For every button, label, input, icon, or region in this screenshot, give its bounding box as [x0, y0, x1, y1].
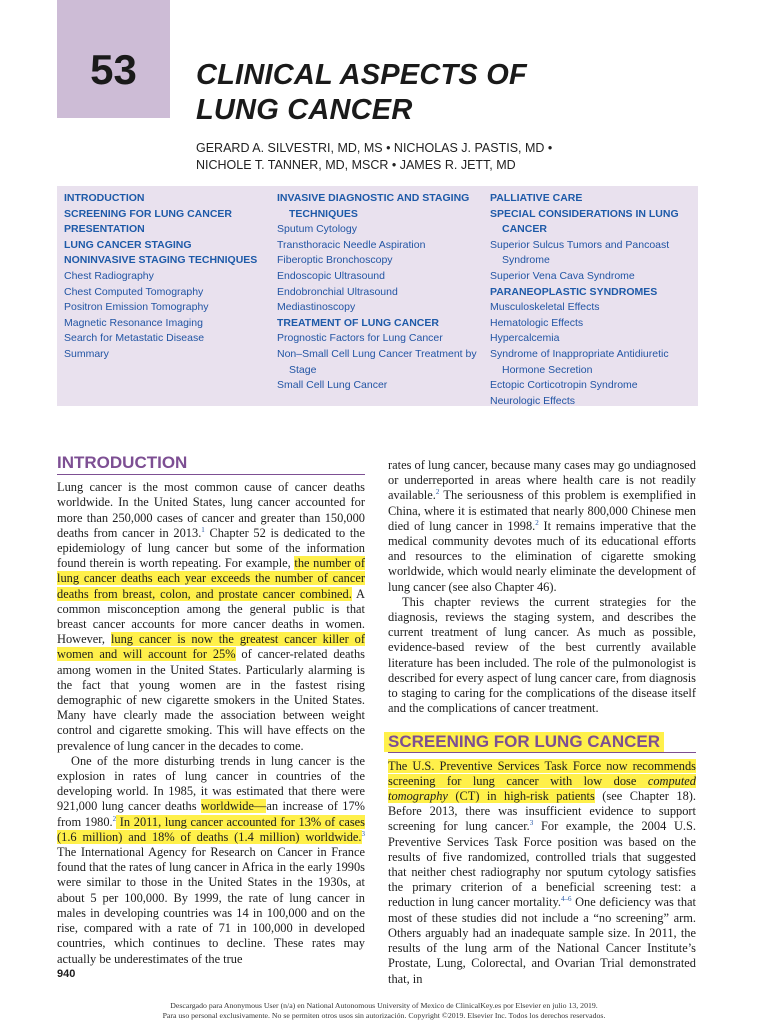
text-run: of cancer-related deaths among women in the United States. Particularly alarming is the fact that young women are in the fastest rising demographic of new cigarette smokers in the United States. Many have clearly made the association between weight control and cigarette smoking. This will have effects on the prevalence of lung cancer in the decades to come.	[57, 647, 365, 753]
outline-column-2	[277, 191, 482, 394]
outline-subheading-link[interactable]: Magnetic Resonance Imaging	[64, 316, 203, 329]
outline-subheading-link[interactable]: Endoscopic Ultrasound	[277, 269, 385, 282]
outline-subheading-link[interactable]: Non–Small Cell Lung Cancer Treatment by Stage	[277, 347, 477, 376]
outline-heading-link[interactable]: LUNG CANCER STAGING	[64, 238, 192, 251]
outline-subheading-link[interactable]: Fiberoptic Bronchoscopy	[277, 254, 393, 267]
outline-subheading-link[interactable]: Sputum Cytology	[277, 223, 357, 236]
highlighted-text: computed tomography	[388, 773, 696, 804]
outline-subheading-link[interactable]: Small Cell Lung Cancer	[277, 379, 388, 392]
page-number: 940	[57, 968, 76, 980]
chapter-authors	[196, 140, 736, 174]
highlighted-text: worldwide—	[201, 799, 267, 814]
text-run: The International Agency for Research on Cancer in France found that the rates of lung cancer in Africa in the early 1990s were similar to those in the United States in the 1930s, at about 5 per 100,000. By 1999, the rate of lung cancer in males in developing countries was 14 in 100,000 and on the rise, compared with a rate of 71 in 100,000 in developed countries, which continues to decline. These rates may actually be underestimates of the true	[57, 845, 365, 966]
authors-line2: NICHOLE T. TANNER, MD, MSCR • JAMES R. JETT, MD	[196, 158, 516, 172]
chapter-number: 53	[90, 46, 137, 93]
paragraph	[388, 458, 696, 595]
citation[interactable]: 3	[361, 829, 365, 838]
outline-subheading-link[interactable]: Superior Sulcus Tumors and Pancoast Syndrome	[490, 238, 670, 267]
citation[interactable]: 3	[529, 819, 534, 828]
outline-subheading-link[interactable]: Syndrome of Inappropriate Antidiuretic Hormone Secretion	[490, 347, 669, 376]
text-run: The seriousness of this problem is exemplified in China, where it is estimated that nearly 800,000 Chinese men died of lung cancer in 1998.	[388, 488, 696, 533]
citation[interactable]: 2	[112, 814, 117, 823]
outline-subheading-link[interactable]: Hypercalcemia	[490, 332, 560, 345]
chapter-outline	[57, 186, 698, 406]
outline-heading-link[interactable]: INTRODUCTION	[64, 192, 145, 204]
outline-subheading-link[interactable]: Endobronchial Ultrasound	[277, 285, 398, 298]
text-run: It remains imperative that the medical community devotes much of its educational efforts and resources to the elimination of cigarette smoking worldwide, which would nearly eliminate the development of lung cancer (see also Chapter 46).	[388, 518, 696, 594]
text-column-right	[388, 458, 696, 987]
outline-subheading-link[interactable]: Musculoskeletal Effects	[490, 301, 600, 314]
paragraph: This chapter reviews the current strategies for the diagnosis, reviews the staging system, and describes the current treatment of lung cancer. As much as possible, evidence-based review of the best currently available literature has been included. The role of the pulmonologist is described for every aspect of lung cancer care, from diagnosis to staging to caring for the complications of the disease itself and the complications of cancer treatment.	[388, 594, 696, 716]
authors-line1: GERARD A. SILVESTRI, MD, MS • NICHOLAS J. PASTIS, MD •	[196, 141, 553, 155]
outline-subheading-link[interactable]: Summary	[64, 347, 109, 360]
outline-subheading-link[interactable]: Prognostic Factors for Lung Cancer	[277, 332, 443, 345]
footer-line1: Descargado para Anonymous User (n/a) en National Autonomous University of Mexico de ClinicalKey.es por Elsevier en julio 13, 2019.	[170, 1001, 598, 1010]
outline-heading-link[interactable]: PALLIATIVE CARE	[490, 192, 583, 204]
paragraph	[57, 754, 365, 967]
outline-heading-link[interactable]: SPECIAL CONSIDERATIONS IN LUNG CANCER	[490, 207, 679, 236]
citation[interactable]: 2	[435, 488, 440, 497]
outline-column-3	[490, 191, 695, 409]
outline-subheading-link[interactable]: Search for Metastatic Disease	[64, 332, 205, 345]
outline-heading-link[interactable]: INVASIVE DIAGNOSTIC AND STAGING TECHNIQUES	[277, 192, 470, 220]
outline-column-1	[64, 191, 269, 363]
outline-heading-link[interactable]: SCREENING FOR LUNG CANCER	[64, 207, 233, 220]
outline-subheading-link[interactable]: Transthoracic Needle Aspiration	[277, 238, 426, 251]
text-run: A common misconception among the general public is that breast cancer accounts for more cancer deaths in women. However,	[57, 586, 365, 647]
section-rule	[388, 752, 696, 753]
highlighted-text: The U.S. Preventive Services Task Force now recommends screening for lung cancer with low dose	[388, 758, 696, 788]
text-run: One of the more disturbing trends in lung cancer is the explosion in rates of lung cancer in countries of the developing world. In 1985, it was estimated that there were 921,000 lung cancer deaths	[57, 753, 365, 814]
paragraph	[388, 759, 696, 987]
section-heading-introduction: INTRODUCTION	[57, 455, 365, 475]
text-run: Lung cancer is the most common cause of cancer deaths worldwide. In the United States, lung cancer accounted for more than 250,000 cases of cancer and greater than 150,000 deaths from cancer in 2013.	[57, 480, 365, 540]
citation[interactable]: 2	[535, 518, 539, 527]
outline-subheading-link[interactable]: Positron Emission Tomography	[64, 301, 209, 314]
highlighted-text: (CT) in high-risk patients	[447, 789, 595, 804]
outline-subheading-link[interactable]: Hematologic Effects	[490, 316, 584, 329]
outline-subheading-link[interactable]: Superior Vena Cava Syndrome	[490, 269, 635, 282]
outline-subheading-link[interactable]: Chest Radiography	[64, 269, 154, 282]
outline-subheading-link[interactable]: Chest Computed Tomography	[64, 285, 204, 298]
outline-heading-link[interactable]: NONINVASIVE STAGING TECHNIQUES	[64, 254, 258, 267]
section-heading-screening: SCREENING FOR LUNG CANCER	[384, 732, 664, 751]
text-run: an increase of 17% from 1980.	[57, 799, 365, 829]
text-run: rates of lung cancer, because many cases may go undiagnosed or underreported in areas where health care is not readily available.	[388, 458, 696, 503]
chapter-title-line2: LUNG CANCER	[196, 94, 413, 126]
citation[interactable]: 1	[201, 525, 205, 534]
text-run: One deficiency was that most of these studies did not include a “no screening” arm. Others arguably had an inadequate sample size. In 2011, the results of the lung arm of the National Cancer Institute’s Prostate, Lung, Colorectal, and Ovarian Trial demonstrated that, in	[388, 895, 696, 986]
paragraph	[57, 480, 365, 754]
highlighted-text: the number of lung cancer deaths each year exceeds the number of cancer deaths from breast, colon, and prostate cancer combined.	[57, 556, 365, 601]
chapter-title-line1: CLINICAL ASPECTS OF	[196, 59, 527, 91]
outline-subheading-link[interactable]: Neurologic Effects	[490, 394, 576, 407]
text-run: For example, the 2004 U.S. Preventive Services Task Force position was based on the results of five randomized, controlled trials that suggested that neither chest radiography nor sputum cytology satisfies the primary criterion of a beneficial screening test: a reduction in lung cancer mortality.	[388, 819, 696, 910]
outline-heading-link[interactable]: TREATMENT OF LUNG CANCER	[277, 316, 439, 329]
citation[interactable]: 4–6	[560, 895, 572, 904]
text-column-left	[57, 455, 365, 967]
download-footer	[0, 1001, 768, 1021]
text-run: Chapter 52 is dedicated to the epidemiology of lung cancer but some of the information found therein is worth repeating. For example,	[57, 525, 365, 571]
outline-subheading-link[interactable]: Mediastinoscopy	[277, 301, 356, 314]
outline-heading-link[interactable]: PARANEOPLASTIC SYNDROMES	[490, 285, 658, 298]
chapter-title	[196, 58, 716, 128]
highlighted-text: lung cancer is now the greatest cancer killer of women and will account for 25%	[57, 632, 365, 662]
outline-heading-link[interactable]: PRESENTATION	[64, 223, 145, 236]
footer-line2: Para uso personal exclusivamente. No se permiten otros usos sin autorización. Copyright ©2019. Elsevier Inc. Todos los derechos reservados.	[162, 1011, 606, 1020]
outline-subheading-link[interactable]: Ectopic Corticotropin Syndrome	[490, 379, 638, 392]
highlighted-text: In 2011, lung cancer accounted for 13% of cases (1.6 million) and 18% of deaths (1.4 million) worldwide.	[57, 814, 365, 844]
text-run: (see Chapter 18). Before 2013, there was insufficient evidence to support screening for lung cancer.	[388, 789, 696, 834]
